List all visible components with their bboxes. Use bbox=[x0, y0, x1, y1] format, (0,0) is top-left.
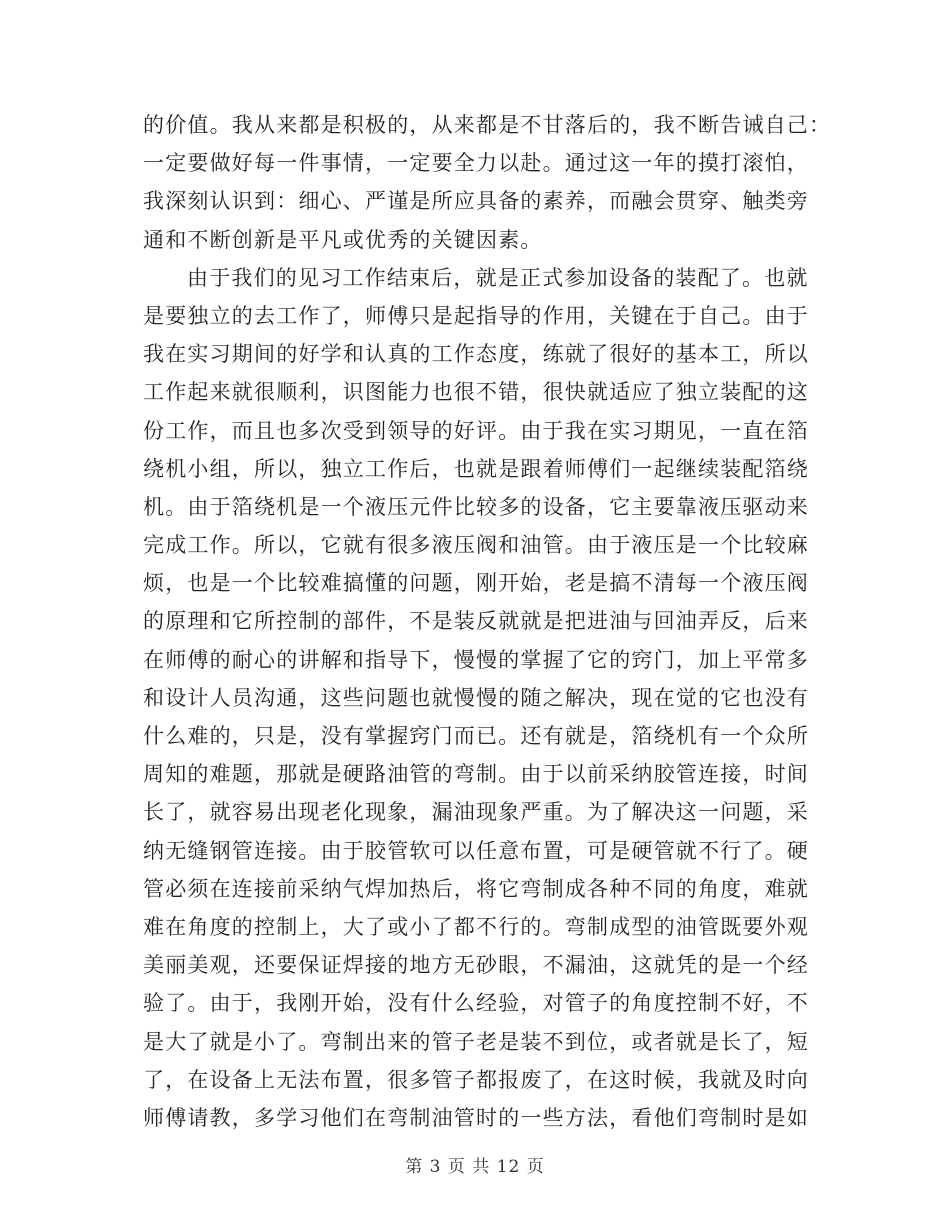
text-line: 长了，就容易出现老化现象，漏油现象严重。为了解决这一问题，采 bbox=[143, 800, 809, 825]
text-line: 纳无缝钢管连接。由于胶管软可以任意布置，可是硬管就不行了。硬 bbox=[143, 838, 809, 863]
text-line: 和设计人员沟通，这些问题也就慢慢的随之解决，现在觉的它也没有 bbox=[143, 685, 809, 710]
text-line: 周知的难题，那就是硬路油管的弯制。由于以前采纳胶管连接，时间 bbox=[143, 762, 809, 787]
text-line: 美丽美观，还要保证焊接的地方无砂眼，不漏油，这就凭的是一个经 bbox=[143, 953, 809, 978]
text-line: 机。由于箔绕机是一个液压元件比较多的设备，它主要靠液压驱动来 bbox=[143, 494, 809, 519]
text-line: 难在角度的控制上，大了或小了都不行的。弯制成型的油管既要外观 bbox=[143, 914, 809, 939]
text-line: 烦，也是一个比较难搞懂的问题，刚开始，老是搞不清每一个液压阀 bbox=[143, 571, 809, 596]
text-line: 的价值。我从来都是积极的，从来都是不甘落后的，我不断告诫自己： bbox=[143, 113, 832, 137]
paragraph-first-line: 由于我们的见习工作结束后，就是正式参加设备的装配了。也就 bbox=[187, 265, 809, 290]
text-line: 管必须在连接前采纳气焊加热后，将它弯制成各种不同的角度，难就 bbox=[143, 876, 809, 901]
text-line: 的原理和它所控制的部件，不是装反就就是把进油与回油弄反，后来 bbox=[143, 609, 809, 634]
text-line: 是要独立的去工作了，师傅只是起指导的作用，关键在于自己。由于 bbox=[143, 303, 809, 328]
page-number-footer: 第 3 页 共 12 页 bbox=[405, 1157, 545, 1177]
text-line: 是大了就是小了。弯制出来的管子老是装不到位，或者就是长了，短 bbox=[143, 1029, 809, 1054]
text-line: 了，在设备上无法布置，很多管子都报废了，在这时候，我就及时向 bbox=[143, 1067, 809, 1092]
text-line: 完成工作。所以，它就有很多液压阀和油管。由于液压是一个比较麻 bbox=[143, 533, 809, 558]
text-line: 在师傅的耐心的讲解和指导下，慢慢的掌握了它的窍门，加上平常多 bbox=[143, 647, 809, 672]
text-line: 验了。由于，我刚开始，没有什么经验，对管子的角度控制不好，不 bbox=[143, 991, 809, 1016]
body-text bbox=[143, 106, 832, 1137]
text-line: 工作起来就很顺利，识图能力也很不错，很快就适应了独立装配的这 bbox=[143, 380, 809, 405]
text-line: 什么难的，只是，没有掌握窍门而已。还有就是，箔绕机有一个众所 bbox=[143, 724, 809, 748]
text-line: 我深刻认识到：细心、严谨是所应具备的素养，而融会贯穿、触类旁 bbox=[143, 189, 809, 214]
text-line: 通和不断创新是平凡或优秀的关键因素。 bbox=[143, 227, 543, 252]
text-line: 我在实习期间的好学和认真的工作态度，练就了很好的基本工，所以 bbox=[143, 342, 809, 367]
text-line: 师傅请教，多学习他们在弯制油管时的一些方法，看他们弯制时是如 bbox=[143, 1105, 809, 1130]
text-line: 一定要做好每一件事情，一定要全力以赴。通过这一年的摸打滚怕， bbox=[143, 151, 809, 176]
text-line: 绕机小组，所以，独立工作后，也就是跟着师傅们一起继续装配箔绕 bbox=[143, 456, 809, 481]
text-line: 份工作，而且也多次受到领导的好评。由于我在实习期见，一直在箔 bbox=[143, 418, 809, 443]
